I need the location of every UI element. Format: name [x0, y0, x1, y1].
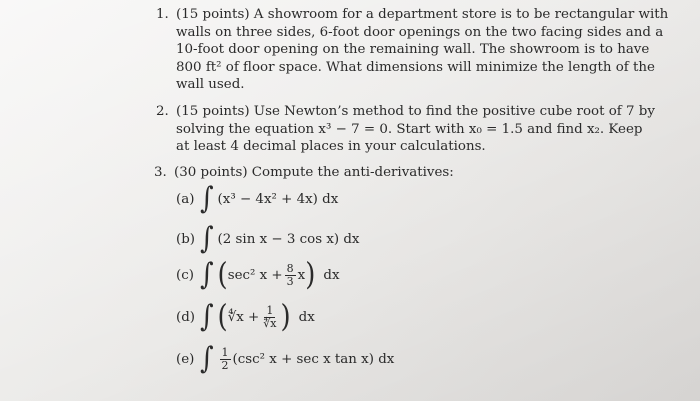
- problem-text-line: 10-foot door opening on the remaining wall. The showroom is to have: [176, 42, 650, 58]
- problem-number: 2.: [156, 104, 169, 119]
- fraction: [261, 305, 278, 330]
- numerator: 1: [221, 345, 229, 359]
- part-c: [176, 257, 340, 293]
- integrand-part: ∜x +: [227, 309, 260, 325]
- problem-3: [154, 164, 454, 182]
- problem-text-line: (30 points) Compute the anti-derivatives:: [174, 165, 454, 180]
- problem-text-line: solving the equation x³ − 7 = 0. Start with x₀ = 1.5 and find x₂. Keep: [176, 121, 643, 137]
- right-paren: ): [305, 257, 316, 293]
- part-label: (b): [176, 231, 196, 247]
- integral-sign: ∫: [200, 257, 214, 293]
- fraction: [285, 263, 296, 288]
- part-a: [176, 181, 339, 217]
- part-b: [176, 221, 360, 257]
- right-paren: ): [280, 299, 291, 335]
- integrand: (csc² x + sec x tan x) dx: [232, 351, 395, 367]
- integrand-part: x: [297, 267, 306, 283]
- integrand: (x³ − 4x² + 4x) dx: [217, 191, 339, 207]
- problem-number: 3.: [154, 165, 167, 180]
- denominator: ∜x: [263, 316, 277, 330]
- part-d: [176, 299, 315, 335]
- problem-text-line: 800 ft² of floor space. What dimensions will minimize the length of the: [176, 59, 655, 75]
- differential: dx: [298, 309, 315, 325]
- part-label: (a): [176, 191, 195, 207]
- problem-text-line: (15 points) A showroom for a department store is to be rectangular with: [176, 7, 669, 22]
- part-e: [176, 341, 395, 377]
- problem-text-line: at least 4 decimal places in your calculations.: [176, 139, 486, 155]
- differential: dx: [323, 267, 340, 283]
- part-label: (d): [176, 309, 196, 325]
- problem-text-line: wall used.: [176, 77, 245, 93]
- problem-1: [156, 6, 668, 94]
- problem-2: [156, 103, 655, 156]
- integrand: (2 sin x − 3 cos x) dx: [217, 231, 360, 247]
- integrand-part: sec² x +: [227, 267, 283, 283]
- problem-number: 1.: [156, 7, 169, 22]
- left-paren: (: [217, 257, 228, 293]
- denominator: 3: [286, 274, 294, 288]
- part-label: (c): [176, 267, 194, 283]
- denominator: 2: [221, 358, 229, 372]
- numerator: 1: [266, 303, 274, 317]
- part-label: (e): [176, 351, 195, 367]
- fraction: [220, 347, 231, 372]
- left-paren: (: [217, 299, 228, 335]
- integral-sign: ∫: [200, 299, 214, 335]
- numerator: 8: [286, 261, 294, 275]
- integral-sign: ∫: [200, 341, 214, 377]
- problem-text-line: (15 points) Use Newton’s method to find the positive cube root of 7 by: [176, 104, 655, 119]
- integral-sign: ∫: [200, 221, 214, 257]
- problem-text-line: walls on three sides, 6-foot door openings on the two facing sides and a: [176, 24, 664, 40]
- integral-sign: ∫: [200, 181, 214, 217]
